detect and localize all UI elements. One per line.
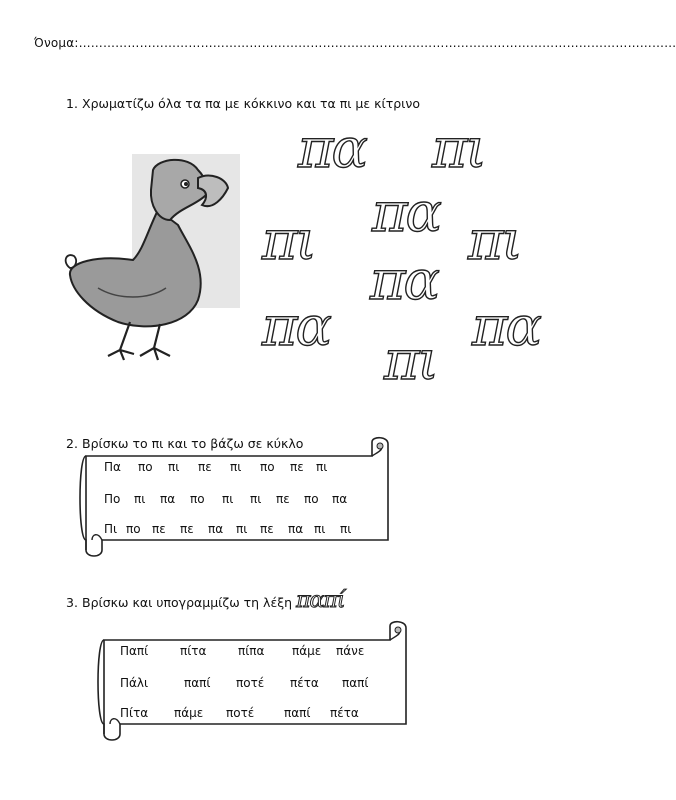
word[interactable]: παπί	[284, 706, 311, 720]
question-1	[66, 96, 420, 111]
syllable[interactable]: πι	[250, 492, 262, 506]
syllable[interactable]: πι	[314, 522, 326, 536]
word[interactable]: ποτέ	[226, 706, 255, 720]
syllable[interactable]: Πι	[104, 522, 118, 536]
word[interactable]: Πίτα	[120, 706, 149, 720]
syllable-word[interactable]: πι	[262, 209, 315, 272]
word[interactable]: παπί	[184, 676, 211, 690]
syllable[interactable]: πο	[190, 492, 205, 506]
syllable[interactable]: πι	[340, 522, 352, 536]
duck-illustration	[58, 150, 243, 370]
syllable[interactable]: πι	[236, 522, 248, 536]
scroll-2-row-3	[104, 522, 360, 536]
syllable[interactable]: πι	[168, 460, 180, 474]
syllable[interactable]: πο	[138, 460, 153, 474]
syllable[interactable]: πε	[198, 460, 212, 474]
syllable-word[interactable]: πι	[468, 209, 521, 272]
syllable-word[interactable]: πα	[298, 117, 366, 180]
syllable-word[interactable]: πα	[370, 249, 438, 312]
question-1-text: Χρωματίζω όλα τα πα με κόκκινο και τα πι με κίτρινο	[82, 96, 421, 111]
syllable[interactable]: πι	[230, 460, 242, 474]
syllable-word[interactable]: πα	[372, 181, 440, 244]
word[interactable]: πέτα	[290, 676, 319, 690]
syllable[interactable]: πε	[290, 460, 304, 474]
scroll-2-row-2	[104, 492, 354, 506]
question-2-number: 2.	[66, 436, 78, 451]
syllable[interactable]: πι	[134, 492, 146, 506]
syllable-word[interactable]: πα	[262, 295, 330, 358]
word[interactable]: πάμε	[292, 644, 322, 658]
syllable[interactable]: πε	[180, 522, 194, 536]
question-3-text: Βρίσκω και υπογραμμίζω τη λέξη	[82, 595, 293, 610]
word[interactable]: Παπί	[120, 644, 149, 658]
syllable[interactable]: πι	[316, 460, 328, 474]
scroll-3-row-2	[120, 676, 376, 690]
word[interactable]: πίτα	[180, 644, 207, 658]
word[interactable]: Πάλι	[120, 676, 149, 690]
syllable[interactable]: πι	[222, 492, 234, 506]
word[interactable]: πίπα	[238, 644, 265, 658]
word[interactable]: πάμε	[174, 706, 204, 720]
syllable[interactable]: Πα	[104, 460, 121, 474]
question-2-text: Βρίσκω το πι και το βάζω σε κύκλο	[82, 436, 304, 451]
word[interactable]: πέτα	[330, 706, 359, 720]
scroll-3-row-3	[120, 706, 364, 720]
target-word: παπί	[296, 588, 345, 613]
syllable[interactable]: πα	[208, 522, 224, 536]
syllable[interactable]: πα	[332, 492, 348, 506]
syllable[interactable]: πα	[288, 522, 304, 536]
syllable-word[interactable]: πα	[472, 295, 540, 358]
syllable[interactable]: πε	[260, 522, 274, 536]
word[interactable]: ποτέ	[236, 676, 265, 690]
syllable[interactable]: πο	[260, 460, 275, 474]
scroll-3-row-1	[120, 644, 370, 658]
syllable[interactable]: πο	[126, 522, 141, 536]
name-field[interactable]: Όνομα:…………………………………………………………………………………………………………………………………	[34, 36, 676, 50]
word[interactable]: πάνε	[336, 644, 365, 658]
syllable[interactable]: πα	[160, 492, 176, 506]
syllable-word[interactable]: πι	[432, 117, 485, 180]
question-1-number: 1.	[66, 96, 78, 111]
question-3-number: 3.	[66, 595, 78, 610]
syllable[interactable]: πε	[276, 492, 290, 506]
syllable[interactable]: πε	[152, 522, 166, 536]
scroll-2-row-1	[104, 460, 336, 474]
word[interactable]: παπί	[342, 676, 369, 690]
syllable-word[interactable]: πι	[384, 329, 437, 392]
syllable[interactable]: πο	[304, 492, 319, 506]
question-3	[66, 588, 345, 613]
syllable[interactable]: Πο	[104, 492, 121, 506]
